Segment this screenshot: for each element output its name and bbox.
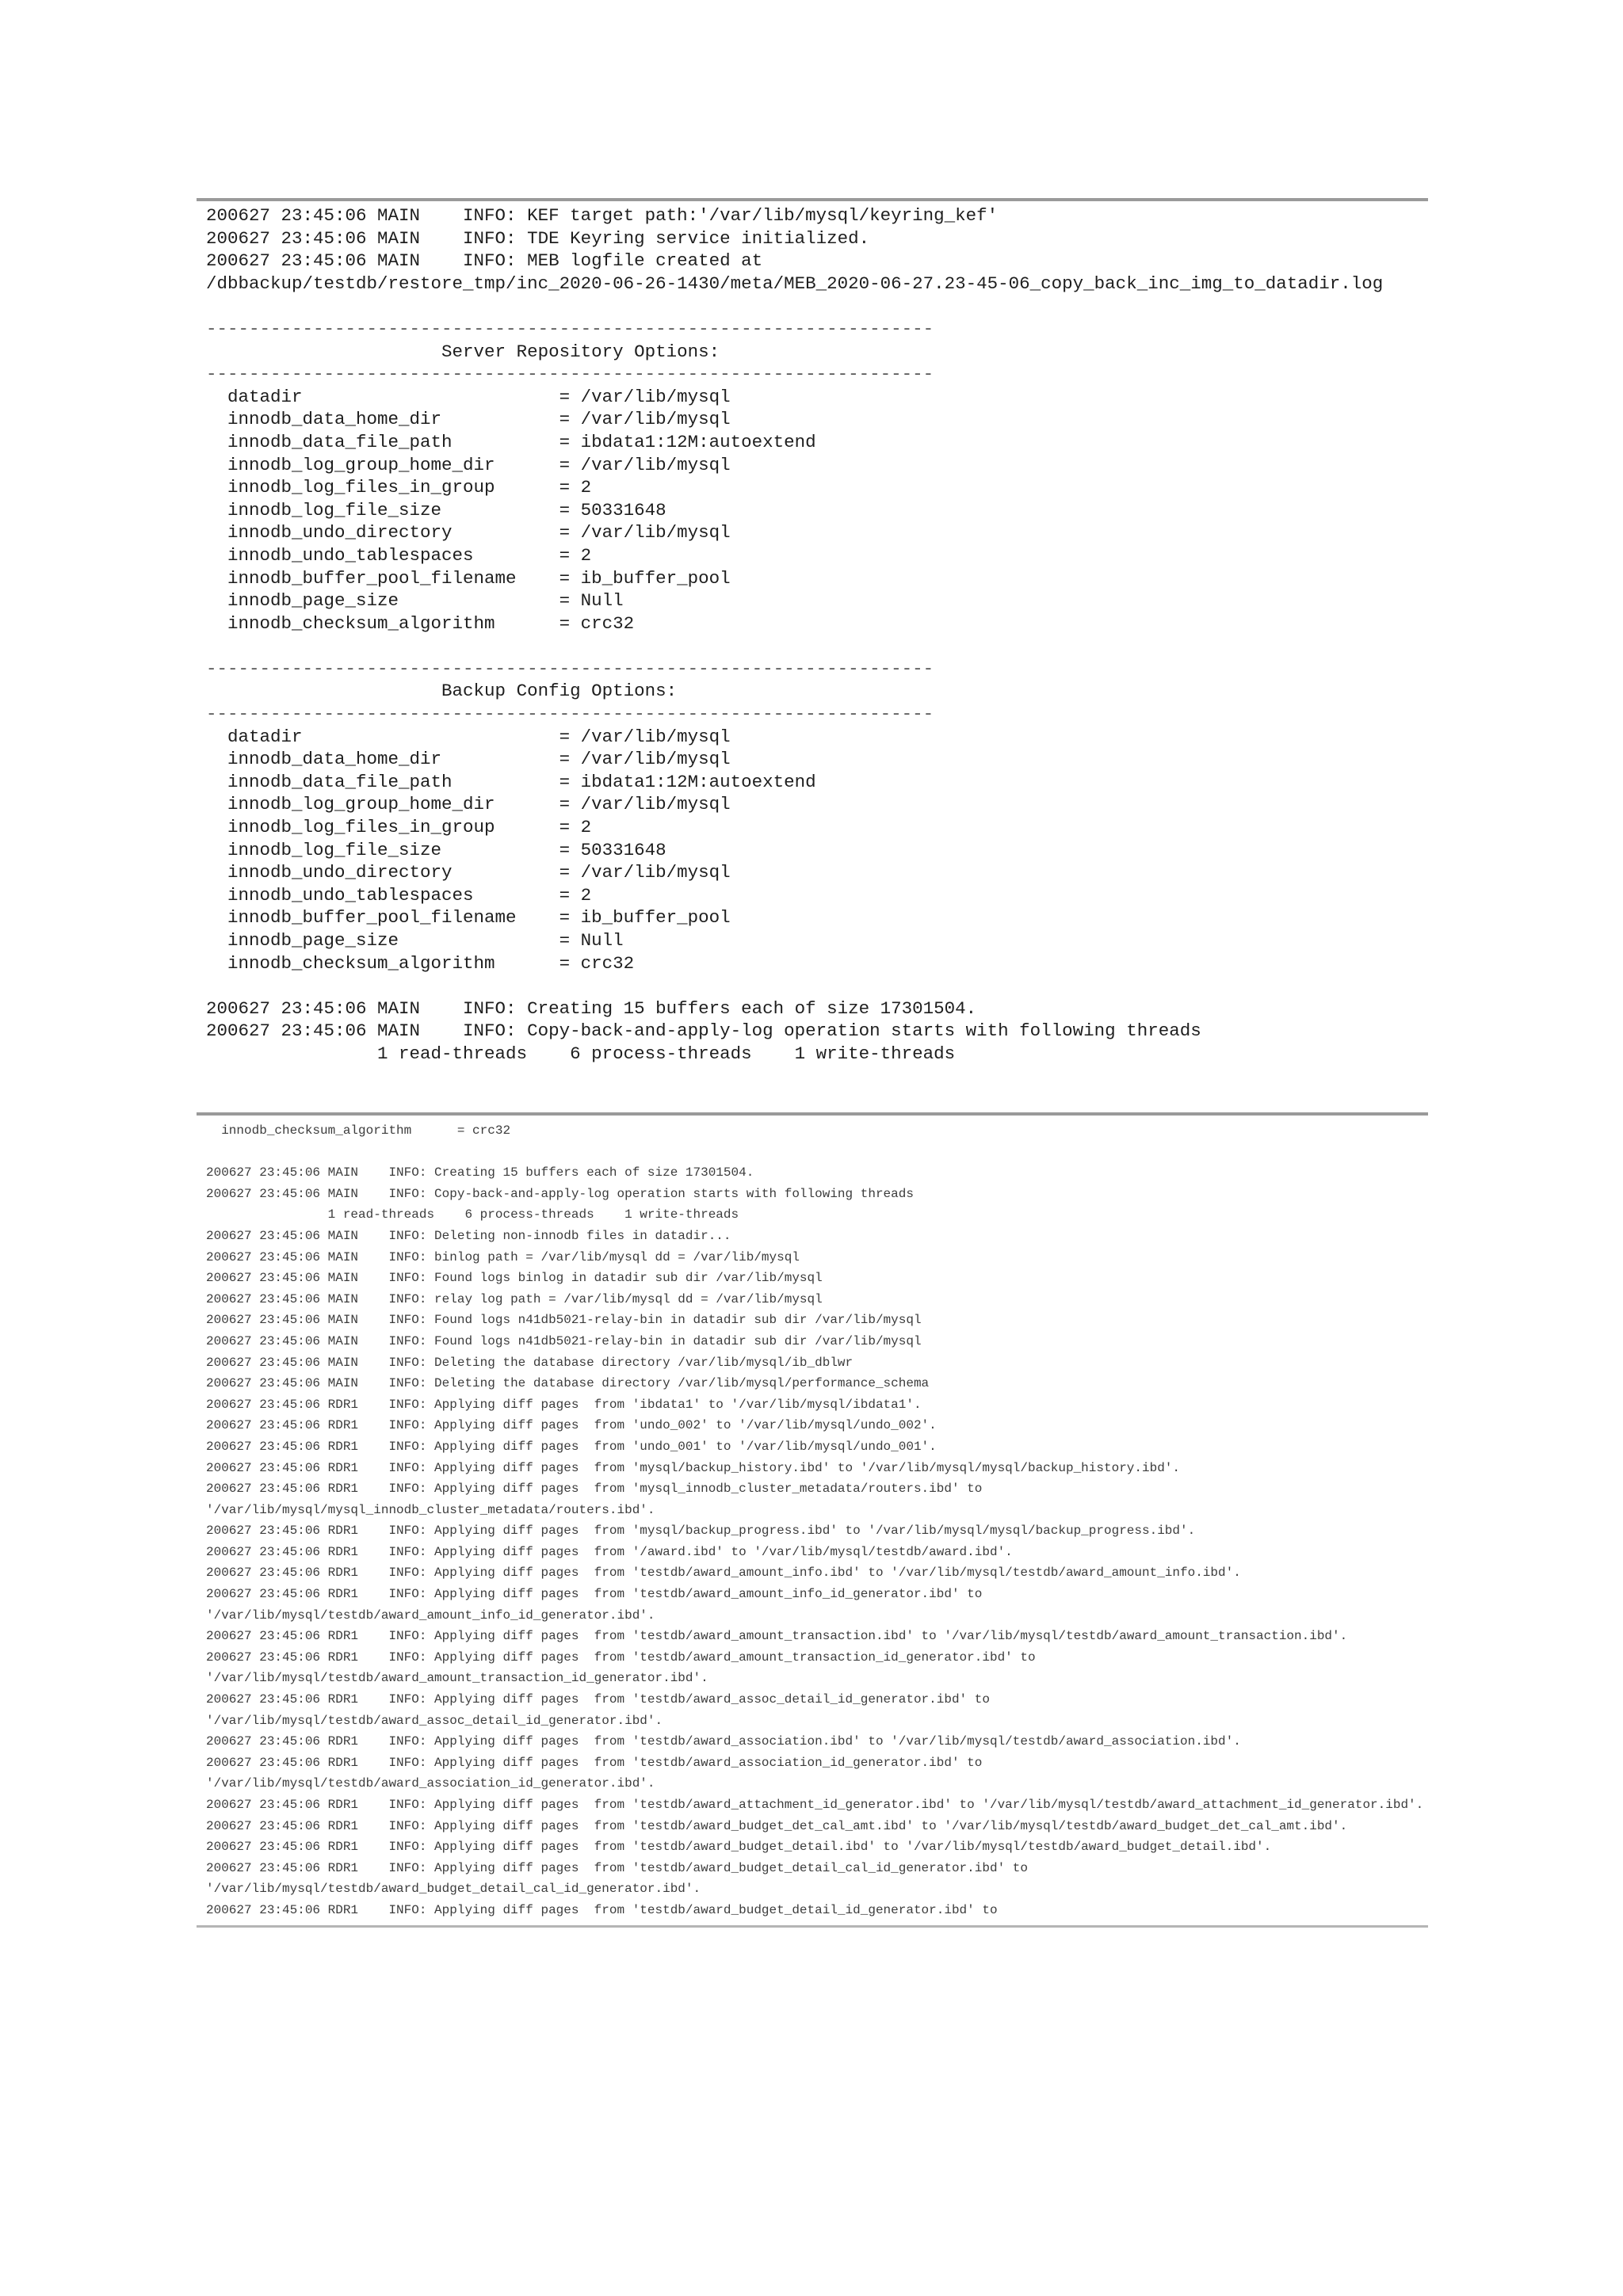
log-line [206,295,1428,318]
log-line [206,1142,1428,1163]
log-line: 200627 23:45:06 MAIN INFO: Found logs n41db5021-relay-bin in datadir sub dir /var/lib/mysql [206,1333,922,1348]
log-line: 200627 23:45:06 MAIN INFO: Deleting the database directory /var/lib/mysql/ib_dblwr [206,1355,854,1370]
log-line: innodb_undo_directory = /var/lib/mysql [206,522,731,543]
log-line: 200627 23:45:06 RDR1 INFO: Applying diff pages from 'testdb/award_amount_info.ibd' to '/var/lib/mysql/testdb/award_amount_info.ibd'. [206,1566,1241,1581]
log-line: 200627 23:45:06 RDR1 INFO: Applying diff pages from 'testdb/award_budget_detail_cal_id_generator.ibd' to [206,1860,1028,1875]
log-line: 200627 23:45:06 RDR1 INFO: Applying diff pages from 'testdb/award_assoc_detail_id_generator.ibd' to [206,1692,990,1707]
log-line: 200627 23:45:06 MAIN INFO: binlog path = /var/lib/mysql dd = /var/lib/mysql [206,1249,800,1264]
log-line: '/var/lib/mysql/testdb/award_association_id_generator.ibd'. [206,1776,655,1791]
log-line: '/var/lib/mysql/testdb/award_amount_transaction_id_generator.ibd'. [206,1671,708,1686]
log-output [197,1116,1428,1921]
log-line: 200627 23:45:06 RDR1 INFO: Applying diff pages from 'ibdata1' to '/var/lib/mysql/ibdata1'. [206,1397,922,1412]
log-line: 200627 23:45:06 MAIN INFO: Creating 15 buffers each of size 17301504. [206,1165,754,1180]
log-line: -------------------------------------------------------------------- [206,318,934,339]
log-line: 200627 23:45:06 RDR1 INFO: Applying diff pages from 'testdb/award_budget_detail.ibd' to '/var/lib/mysql/testdb/award_budget_detail.ibd'. [206,1840,1272,1855]
log-line: 200627 23:45:06 MAIN INFO: Copy-back-and-apply-log operation starts with following threads [206,1020,1201,1042]
log-line: innodb_data_home_dir = /var/lib/mysql [206,409,731,430]
log-line: innodb_page_size = Null [206,930,624,951]
log-line: 200627 23:45:06 MAIN INFO: relay log path = /var/lib/mysql dd = /var/lib/mysql [206,1291,823,1306]
log-line: 200627 23:45:06 RDR1 INFO: Applying diff pages from 'testdb/award_association.ibd' to '/var/lib/mysql/testdb/award_association.ibd'. [206,1734,1241,1749]
log-line: 200627 23:45:06 MAIN INFO: Deleting non-innodb files in datadir... [206,1228,731,1243]
log-line: 200627 23:45:06 RDR1 INFO: Applying diff pages from 'testdb/award_association_id_generator.ibd' to [206,1755,983,1770]
log-line [206,974,1428,997]
log-line: innodb_data_home_dir = /var/lib/mysql [206,749,731,770]
log-screenshot-top [197,198,1428,1063]
log-line: '/var/lib/mysql/testdb/award_assoc_detail_id_generator.ibd'. [206,1713,663,1728]
log-line: 200627 23:45:06 RDR1 INFO: Applying diff pages from 'mysql_innodb_cluster_metadata/routers.ibd' to [206,1482,983,1497]
log-line: -------------------------------------------------------------------- [206,364,934,385]
log-line: 200627 23:45:06 RDR1 INFO: Applying diff pages from 'undo_001' to '/var/lib/mysql/undo_001'. [206,1439,937,1454]
log-line: -------------------------------------------------------------------- [206,658,934,679]
log-line: innodb_log_group_home_dir = /var/lib/mysql [206,794,731,815]
log-line: innodb_checksum_algorithm = crc32 [206,1123,511,1138]
log-line: innodb_data_file_path = ibdata1:12M:autoextend [206,771,816,792]
log-line [206,635,1428,658]
log-line: innodb_data_file_path = ibdata1:12M:autoextend [206,431,816,452]
log-line: innodb_log_files_in_group = 2 [206,477,592,498]
log-line: innodb_undo_tablespaces = 2 [206,884,592,906]
log-line: 1 read-threads 6 process-threads 1 write-threads [206,1043,956,1063]
log-line: 200627 23:45:06 RDR1 INFO: Applying diff pages from 'testdb/award_amount_transaction_id_generator.ibd' to [206,1650,1036,1665]
log-line: Server Repository Options: [206,341,720,362]
log-line: '/var/lib/mysql/mysql_innodb_cluster_metadata/routers.ibd'. [206,1502,655,1517]
log-line: /dbbackup/testdb/restore_tmp/inc_2020-06-26-1430/meta/MEB_2020-06-27.23-45-06_copy_back_inc_img_to_datadir.log [206,273,1384,294]
log-line: innodb_page_size = Null [206,590,624,612]
log-line: innodb_buffer_pool_filename = ib_buffer_pool [206,567,731,589]
log-line: 200627 23:45:06 RDR1 INFO: Applying diff pages from 'testdb/award_amount_transaction.ibd' to '/var/lib/mysql/testdb/award_amount_transaction.ibd'. [206,1629,1348,1644]
log-line: innodb_checksum_algorithm = crc32 [206,952,635,974]
log-line: innodb_undo_directory = /var/lib/mysql [206,862,731,883]
log-line: 200627 23:45:06 RDR1 INFO: Applying diff pages from 'testdb/award_budget_det_cal_amt.ibd' to '/var/lib/mysql/testdb/award_budget_det_cal_amt.ibd'. [206,1818,1348,1833]
log-line: 200627 23:45:06 RDR1 INFO: Applying diff pages from 'testdb/award_attachment_id_generator.ibd' to '/var/lib/mysql/testdb/award_attachment_id_generator.ibd'. [206,1798,1424,1812]
log-line: innodb_log_file_size = 50331648 [206,839,666,860]
log-screenshot-bottom [197,1112,1428,1928]
log-line: Backup Config Options: [206,681,678,702]
log-line: 200627 23:45:06 MAIN INFO: Found logs binlog in datadir sub dir /var/lib/mysql [206,1271,823,1286]
log-line: 200627 23:45:06 MAIN INFO: Copy-back-and-apply-log operation starts with following threads [206,1186,914,1201]
log-line: 200627 23:45:06 MAIN INFO: TDE Keyring service initialized. [206,227,870,249]
log-line: 200627 23:45:06 RDR1 INFO: Applying diff pages from 'testdb/award_budget_detail_id_generator.ibd' to [206,1902,998,1917]
log-line: innodb_log_group_home_dir = /var/lib/mysql [206,454,731,475]
log-line: 1 read-threads 6 process-threads 1 write-threads [206,1207,739,1222]
log-line: 200627 23:45:06 MAIN INFO: Found logs n41db5021-relay-bin in datadir sub dir /var/lib/mysql [206,1313,922,1328]
log-line: 200627 23:45:06 MAIN INFO: Deleting the database directory /var/lib/mysql/performance_schema [206,1376,930,1391]
log-line: innodb_checksum_algorithm = crc32 [206,612,635,634]
log-line: innodb_undo_tablespaces = 2 [206,544,592,566]
log-line: -------------------------------------------------------------------- [206,704,934,725]
log-line: datadir = /var/lib/mysql [206,726,731,747]
log-line: '/var/lib/mysql/testdb/award_amount_info_id_generator.ibd'. [206,1608,655,1623]
log-line: 200627 23:45:06 RDR1 INFO: Applying diff pages from '/award.ibd' to '/var/lib/mysql/testdb/award.ibd'. [206,1544,1013,1559]
log-line: '/var/lib/mysql/testdb/award_budget_detail_cal_id_generator.ibd'. [206,1882,701,1897]
log-line: 200627 23:45:06 MAIN INFO: MEB logfile created at [206,250,763,272]
log-line: innodb_buffer_pool_filename = ib_buffer_pool [206,907,731,929]
log-line: 200627 23:45:06 MAIN INFO: KEF target path:'/var/lib/mysql/keyring_kef' [206,205,999,226]
log-output [197,201,1428,1063]
log-line: 200627 23:45:06 RDR1 INFO: Applying diff pages from 'testdb/award_amount_info_id_generator.ibd' to [206,1587,983,1602]
log-line: 200627 23:45:06 RDR1 INFO: Applying diff pages from 'mysql/backup_history.ibd' to '/var/lib/mysql/mysql/backup_history.ibd'. [206,1460,1180,1475]
log-line: 200627 23:45:06 MAIN INFO: Creating 15 buffers each of size 17301504. [206,997,977,1019]
log-line: datadir = /var/lib/mysql [206,386,731,407]
log-line: 200627 23:45:06 RDR1 INFO: Applying diff pages from 'mysql/backup_progress.ibd' to '/var/lib/mysql/mysql/backup_progress.ibd'. [206,1524,1196,1539]
log-line: innodb_log_file_size = 50331648 [206,499,666,521]
log-line: 200627 23:45:06 RDR1 INFO: Applying diff pages from 'undo_002' to '/var/lib/mysql/undo_002'. [206,1418,937,1433]
log-line: innodb_log_files_in_group = 2 [206,817,592,838]
